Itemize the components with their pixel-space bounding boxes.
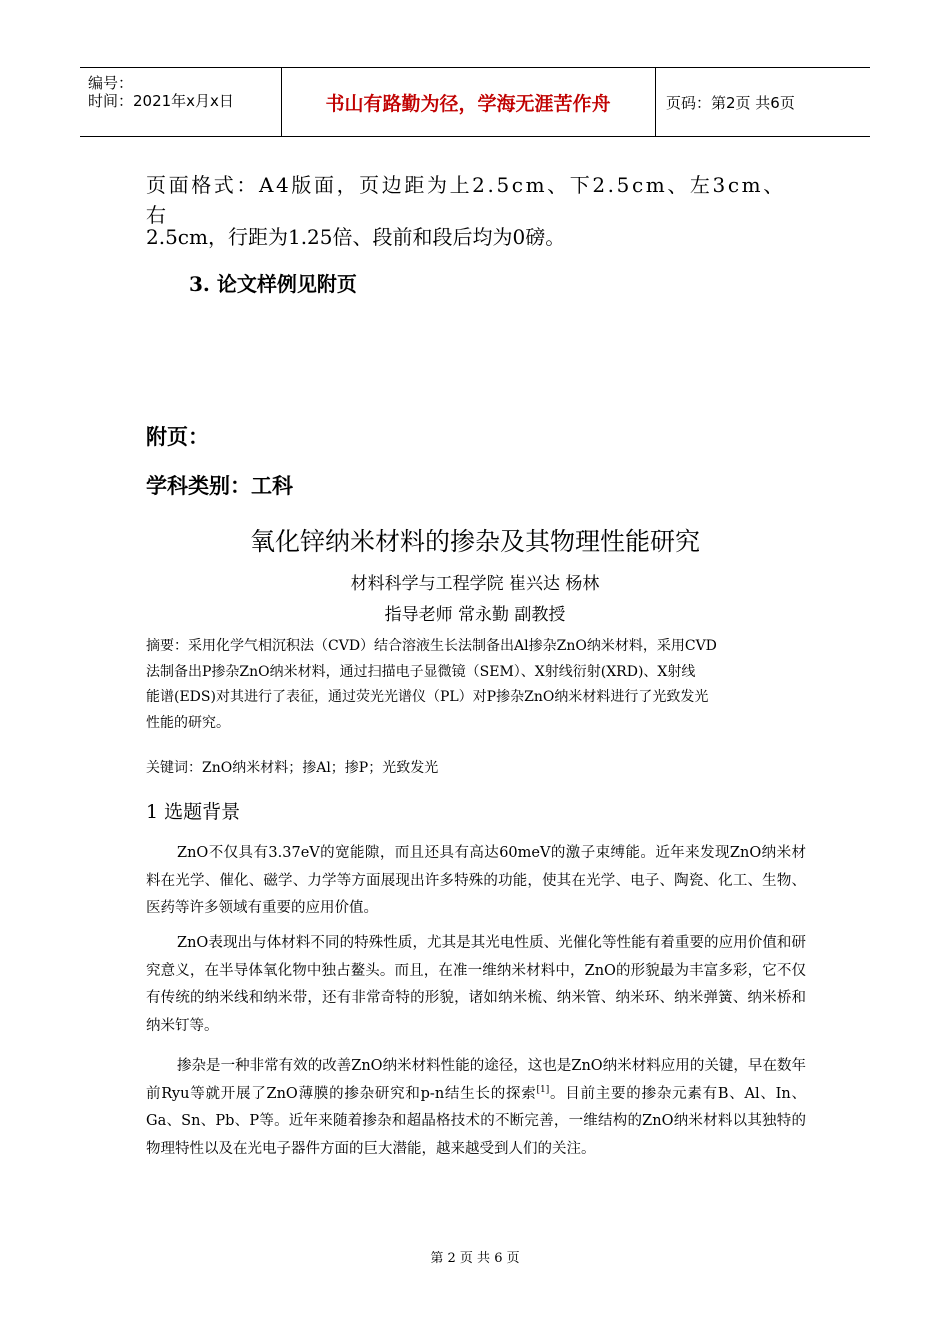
- body-paragraph-2: ZnO表现出与体材料不同的特殊性质，尤其是其光电性质、光催化等性能有着重要的应用价值和研究意义，在半导体氧化物中独占鳌头。而且，在准一维纳米材料中，ZnO的形貌最为丰富多彩，它不仅有传统的纳米线和纳米带，还有非常奇特的形貌，诸如纳米梳、纳米管、纳米环、纳米弹簧、纳米桥和纳米钉等。: [146, 935, 806, 1034]
- keywords: 关键词：ZnO纳米材料；掺Al；掺P；光致发光: [146, 760, 439, 776]
- page-footer: 第 2 页 共 6 页: [430, 1251, 520, 1266]
- header-motto: 书山有路勤为径，学海无涯苦作舟: [325, 92, 611, 115]
- paragraph-3-text-a: 掺杂是一种非常有效的改善ZnO纳米材料性能的途径，这也是ZnO纳米材料应用的关键，早在数年前Ryu等就开展了ZnO薄膜的掺杂研究和p-n结生长的探索: [146, 1058, 806, 1102]
- item-3: 3. 论文样例见附页: [189, 272, 357, 296]
- section-heading: 1 选题背景: [146, 801, 241, 823]
- format-line-2: 2.5cm，行距为1.25倍、段前和段后均为0磅。: [146, 225, 566, 249]
- paper-advisor: 指导老师 常永勤 副教授: [384, 605, 566, 625]
- appendix-label: 附页：: [146, 425, 209, 449]
- abstract-line: 法制备出P掺杂ZnO纳米材料，通过扫描电子显微镜（SEM）、X射线衍射(XRD)、X射线: [146, 663, 696, 680]
- abstract-line: 性能的研究。: [146, 714, 230, 731]
- abstract-line: 摘要：采用化学气相沉积法（CVD）结合溶液生长法制备出Al掺杂ZnO纳米材料，采用CVD: [146, 638, 717, 654]
- body-paragraph-3: [146, 1053, 806, 1163]
- subject-category: 学科类别：工科: [146, 474, 293, 498]
- paragraph-3-text-b: 。目前主要的掺杂元素有B、Al、In、Ga、Sn、Pb、P等。近年来随着掺杂和超晶格技术的不断完善，一维结构的ZnO纳米材料以其独特的物理特性以及在光电子器件方面的巨大潜能，越来越受到人们的关注。: [146, 1085, 806, 1157]
- abstract: [146, 634, 816, 736]
- serial-label: 编号：: [88, 74, 134, 92]
- body-paragraph-1: ZnO不仅具有3.37eV的宽能隙，而且还具有高达60meV的激子束缚能。近年来发现ZnO纳米材料在光学、催化、磁学、力学等方面展现出许多特殊的功能，使其在光学、电子、陶瓷、化工、生物、医药等许多领域有重要的应用价值。: [146, 845, 806, 916]
- page-header: [80, 67, 870, 137]
- header-meta: [88, 74, 234, 110]
- format-line-1: 页面格式：A4版面，页边距为上2.5cm、下2.5cm、左3cm、右: [146, 173, 786, 227]
- date-label: 时间：2021年x月x日: [88, 92, 234, 110]
- citation-ref[interactable]: [1]: [536, 1084, 550, 1095]
- paper-authors: 材料科学与工程学院 崔兴达 杨林: [350, 574, 600, 594]
- header-page-label: 页码：第2页 共6页: [666, 93, 795, 112]
- header-divider: [655, 68, 656, 136]
- paper-title: 氧化锌纳米材料的掺杂及其物理性能研究: [249, 527, 700, 556]
- abstract-line: 能谱(EDS)对其进行了表征，通过荧光光谱仪（PL）对P掺杂ZnO纳米材料进行了光致发光: [146, 689, 709, 705]
